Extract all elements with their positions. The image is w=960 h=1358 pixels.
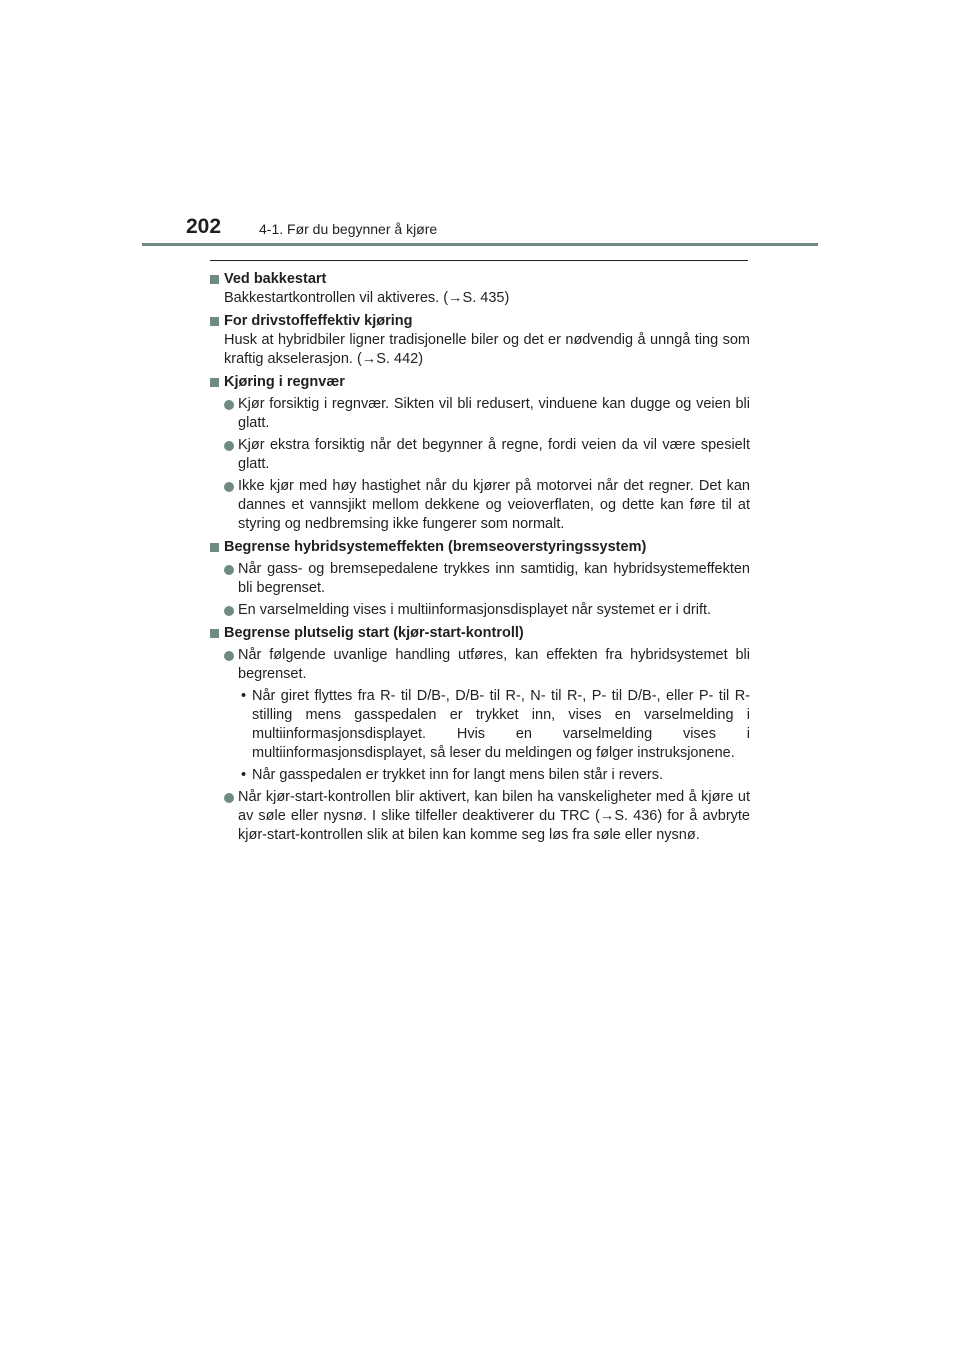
paragraph: Bakkestartkontrollen vil aktiveres. (→S. 435) — [224, 290, 510, 306]
list-item — [210, 788, 750, 845]
sub-bullet-marker: • — [241, 767, 247, 783]
list-item — [210, 560, 750, 598]
heading-text: Kjøring i regnvær — [224, 374, 345, 390]
content-divider — [210, 260, 748, 261]
list-item-text: Når gass- og bremsepedalene trykkes inn samtidig, kan hybridsystemeffekten bli begrenset. — [238, 561, 750, 596]
circle-bullet-icon — [224, 400, 234, 410]
list-item-text: Når kjør-start-kontrollen blir aktivert, kan bilen ha vanskeligheter med å kjøre ut av søle eller nysnø. I slike tilfeller deaktiverer du TRC (→S. 436) for å avbryte kjør-start-kontrollen slik at bilen kan komme seg løs fra søle eller nysnø. — [238, 789, 750, 843]
heading-text: For drivstoffeffektiv kjøring — [224, 313, 413, 329]
section-rain-driving — [210, 373, 750, 534]
list-item-text: Ikke kjør med høy hastighet når du kjører på motorvei når det regner. Det kan dannes et vannsjikt mellom dekkene og veioverflaten, og dette kan føre til at styring og nedbremsing ikke fungerer som normalt. — [238, 478, 750, 532]
header-divider — [142, 243, 818, 246]
section-hill-start — [210, 270, 750, 308]
heading-text: Ved bakkestart — [224, 271, 327, 287]
circle-bullet-icon — [224, 651, 234, 661]
section-heading — [210, 624, 750, 643]
section-heading — [210, 373, 750, 392]
square-bullet-icon — [210, 317, 219, 326]
paragraph: Husk at hybridbiler ligner tradisjonelle biler og det er nødvendig å unngå ting som kraftig akselerasjon. (→S. 442) — [224, 332, 750, 367]
list-item — [210, 395, 750, 433]
circle-bullet-icon — [224, 793, 234, 803]
list-item — [210, 477, 750, 534]
sub-list-item — [210, 687, 750, 763]
section-heading — [210, 270, 750, 289]
sub-bullet-marker: • — [241, 688, 247, 704]
section-heading — [210, 538, 750, 557]
list-item — [210, 601, 750, 620]
sub-list-item-text: Når giret flyttes fra R- til D/B-, D/B- til R-, N- til R-, P- til D/B-, eller P- til R-stilling mens gasspedalen er trykket inn, vises en varselmelding i multiinformasjonsdisplayet. Hvis en varselmelding vises i multiinformasjonsdisplayet, så leser du meldingen og følger instruksjonene. — [252, 688, 750, 761]
page-content — [210, 266, 750, 845]
circle-bullet-icon — [224, 565, 234, 575]
list-item-text: Kjør ekstra forsiktig når det begynner å regne, fordi veien da vil være spesielt glatt. — [238, 437, 750, 472]
section-heading — [210, 312, 750, 331]
section-brake-override — [210, 538, 750, 620]
circle-bullet-icon — [224, 606, 234, 616]
heading-text: Begrense plutselig start (kjør-start-kontroll) — [224, 625, 524, 641]
page-number: 202 — [186, 215, 222, 238]
list-item-text: Kjør forsiktig i regnvær. Sikten vil bli redusert, vinduene kan dugge og veien bli glatt. — [238, 396, 750, 431]
sub-list-item-text: Når gasspedalen er trykket inn for langt mens bilen står i revers. — [252, 767, 664, 783]
chapter-title: 4-1. Før du begynner å kjøre — [259, 221, 438, 237]
circle-bullet-icon — [224, 441, 234, 451]
list-item — [210, 646, 750, 684]
section-drive-start-control — [210, 624, 750, 845]
square-bullet-icon — [210, 543, 219, 552]
list-item-text: Når følgende uvanlige handling utføres, kan effekten fra hybridsystemet bli begrenset. — [238, 647, 750, 682]
square-bullet-icon — [210, 629, 219, 638]
square-bullet-icon — [210, 275, 219, 284]
circle-bullet-icon — [224, 482, 234, 492]
heading-text: Begrense hybridsystemeffekten (bremseoverstyringssystem) — [224, 539, 647, 555]
list-item — [210, 436, 750, 474]
list-item-text: En varselmelding vises i multiinformasjonsdisplayet når systemet er i drift. — [238, 602, 712, 618]
square-bullet-icon — [210, 378, 219, 387]
section-fuel-efficient — [210, 312, 750, 369]
sub-list-item — [210, 766, 750, 785]
